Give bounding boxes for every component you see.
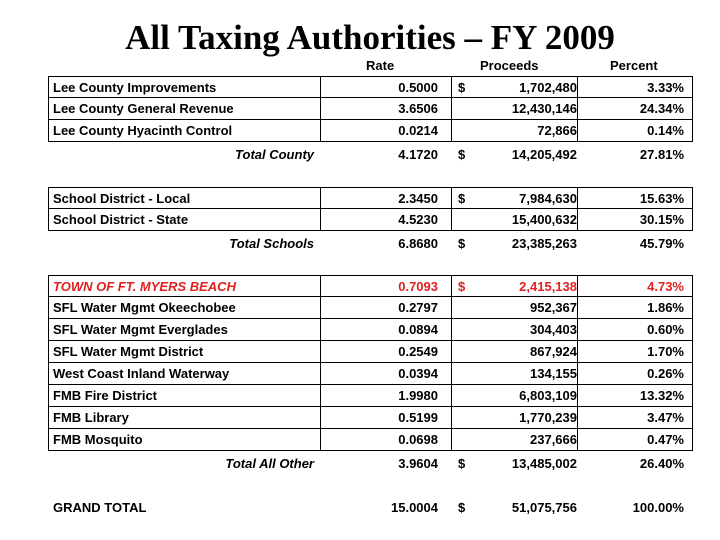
cell-border bbox=[692, 98, 693, 119]
total-label: Total County bbox=[235, 147, 314, 162]
total-rate: 6.8680 bbox=[398, 236, 438, 251]
table-row bbox=[48, 407, 693, 429]
table-row bbox=[48, 187, 693, 209]
cell-border bbox=[451, 341, 452, 362]
percent-value: 3.47% bbox=[647, 410, 684, 425]
total-rate: 4.1720 bbox=[398, 147, 438, 162]
cell-border bbox=[451, 276, 452, 296]
dollar-sign bbox=[458, 297, 470, 318]
table-row bbox=[48, 209, 693, 231]
cell-border bbox=[451, 188, 452, 208]
total-rate: 15.0004 bbox=[391, 500, 438, 515]
total-proceeds: 23,385,263 bbox=[511, 236, 577, 251]
cell-border bbox=[320, 188, 321, 208]
table-row bbox=[48, 319, 693, 341]
cell-border bbox=[451, 297, 452, 318]
percent-value: 0.47% bbox=[647, 432, 684, 447]
cell-border bbox=[451, 98, 452, 119]
proceeds-value: 237,666 bbox=[530, 432, 577, 447]
cell-border bbox=[451, 319, 452, 340]
authority-name: Lee County Hyacinth Control bbox=[53, 123, 233, 138]
cell-border bbox=[48, 297, 49, 318]
total-rate: 3.9604 bbox=[398, 456, 438, 471]
dollar-sign: $ bbox=[458, 147, 466, 162]
cell-border bbox=[320, 209, 321, 230]
proceeds-value: 72,866 bbox=[537, 123, 577, 138]
authority-name: TOWN OF FT. MYERS BEACH bbox=[53, 279, 236, 294]
table-row bbox=[48, 275, 693, 297]
cell-border bbox=[577, 77, 578, 97]
dollar-sign bbox=[458, 98, 470, 119]
authority-name: School District - Local bbox=[53, 191, 191, 206]
cell-border bbox=[48, 120, 49, 141]
schools-total-row bbox=[48, 233, 693, 255]
total-proceeds: 14,205,492 bbox=[511, 147, 577, 162]
authority-name: School District - State bbox=[53, 212, 189, 227]
table-row bbox=[48, 297, 693, 319]
table-row bbox=[48, 429, 693, 451]
cell-border bbox=[320, 341, 321, 362]
schools-table bbox=[48, 187, 693, 231]
cell-border bbox=[48, 319, 49, 340]
total-percent: 27.81% bbox=[639, 147, 684, 162]
proceeds-value: 134,155 bbox=[530, 366, 577, 381]
proceeds-value: 7,984,630 bbox=[519, 191, 577, 206]
cell-border bbox=[320, 319, 321, 340]
dollar-sign: $ bbox=[458, 236, 466, 251]
proceeds-value: 12,430,146 bbox=[511, 101, 577, 116]
table-row bbox=[48, 341, 693, 363]
cell-border bbox=[577, 188, 578, 208]
table-row bbox=[48, 76, 693, 98]
dollar-sign: $ bbox=[458, 500, 466, 515]
proceeds-value: 15,400,632 bbox=[511, 212, 577, 227]
cell-border bbox=[692, 363, 693, 384]
dollar-sign bbox=[458, 407, 470, 428]
proceeds-value: 6,803,109 bbox=[519, 388, 577, 403]
cell-border bbox=[451, 385, 452, 406]
proceeds-value: 952,367 bbox=[530, 300, 577, 315]
dollar-sign bbox=[458, 363, 470, 384]
grand-total-row bbox=[48, 497, 693, 519]
cell-border bbox=[577, 319, 578, 340]
cell-border bbox=[692, 276, 693, 296]
cell-border bbox=[692, 120, 693, 141]
cell-border bbox=[320, 98, 321, 119]
cell-border bbox=[48, 77, 49, 97]
cell-border bbox=[451, 120, 452, 141]
percent-value: 4.73% bbox=[647, 279, 684, 294]
authority-name: SFL Water Mgmt Everglades bbox=[53, 322, 228, 337]
authority-name: FMB Fire District bbox=[53, 388, 158, 403]
other-total-row bbox=[48, 453, 693, 475]
cell-border bbox=[577, 385, 578, 406]
rate-value: 0.0698 bbox=[398, 432, 438, 447]
rate-value: 0.5199 bbox=[398, 410, 438, 425]
header-proceeds: Proceeds bbox=[480, 58, 539, 73]
dollar-sign bbox=[458, 341, 470, 362]
total-label: Total All Other bbox=[225, 456, 314, 471]
rate-value: 3.6506 bbox=[398, 101, 438, 116]
total-percent: 100.00% bbox=[632, 500, 684, 515]
authority-name: FMB Mosquito bbox=[53, 432, 143, 447]
dollar-sign bbox=[458, 319, 470, 340]
percent-value: 0.26% bbox=[647, 366, 684, 381]
dollar-sign: $ bbox=[458, 456, 466, 471]
cell-border bbox=[451, 77, 452, 97]
cell-border bbox=[577, 297, 578, 318]
total-label: GRAND TOTAL bbox=[53, 500, 147, 515]
cell-border bbox=[48, 429, 49, 450]
cell-border bbox=[48, 209, 49, 230]
proceeds-value: 1,702,480 bbox=[519, 80, 577, 95]
rate-value: 1.9980 bbox=[398, 388, 438, 403]
percent-value: 1.70% bbox=[647, 344, 684, 359]
cell-border bbox=[577, 429, 578, 450]
cell-border bbox=[577, 407, 578, 428]
total-label: Total Schools bbox=[229, 236, 314, 251]
dollar-sign bbox=[458, 209, 470, 230]
authority-name: Lee County Improvements bbox=[53, 80, 217, 95]
rate-value: 4.5230 bbox=[398, 212, 438, 227]
dollar-sign: $ bbox=[458, 279, 466, 294]
county-total-row bbox=[48, 144, 693, 166]
cell-border bbox=[320, 276, 321, 296]
cell-border bbox=[320, 77, 321, 97]
rate-value: 0.5000 bbox=[398, 80, 438, 95]
dollar-sign: $ bbox=[458, 191, 466, 206]
cell-border bbox=[692, 297, 693, 318]
cell-border bbox=[48, 385, 49, 406]
proceeds-value: 2,415,138 bbox=[519, 279, 577, 294]
cell-border bbox=[692, 188, 693, 208]
authority-name: SFL Water Mgmt Okeechobee bbox=[53, 300, 236, 315]
total-percent: 45.79% bbox=[639, 236, 684, 251]
percent-value: 30.15% bbox=[639, 212, 684, 227]
rate-value: 0.0394 bbox=[398, 366, 438, 381]
rate-value: 0.2549 bbox=[398, 344, 438, 359]
cell-border bbox=[320, 297, 321, 318]
proceeds-value: 1,770,239 bbox=[519, 410, 577, 425]
dollar-sign bbox=[458, 385, 470, 406]
cell-border bbox=[577, 363, 578, 384]
total-proceeds: 13,485,002 bbox=[511, 456, 577, 471]
cell-border bbox=[692, 429, 693, 450]
proceeds-value: 867,924 bbox=[530, 344, 577, 359]
cell-border bbox=[320, 429, 321, 450]
cell-border bbox=[48, 363, 49, 384]
cell-border bbox=[577, 276, 578, 296]
cell-border bbox=[48, 276, 49, 296]
percent-value: 0.60% bbox=[647, 322, 684, 337]
rate-value: 0.0214 bbox=[398, 123, 438, 138]
other-table bbox=[48, 275, 693, 451]
cell-border bbox=[577, 209, 578, 230]
table-row bbox=[48, 363, 693, 385]
dollar-sign bbox=[458, 429, 470, 450]
header-percent: Percent bbox=[610, 58, 658, 73]
percent-value: 3.33% bbox=[647, 80, 684, 95]
cell-border bbox=[320, 363, 321, 384]
cell-border bbox=[692, 319, 693, 340]
cell-border bbox=[320, 120, 321, 141]
cell-border bbox=[577, 98, 578, 119]
total-proceeds: 51,075,756 bbox=[511, 500, 577, 515]
authority-name: Lee County General Revenue bbox=[53, 101, 234, 116]
cell-border bbox=[692, 385, 693, 406]
rate-value: 0.7093 bbox=[398, 279, 438, 294]
header-rate: Rate bbox=[366, 58, 395, 73]
cell-border bbox=[451, 407, 452, 428]
percent-value: 13.32% bbox=[639, 388, 684, 403]
rate-value: 0.0894 bbox=[398, 322, 438, 337]
dollar-sign: $ bbox=[458, 80, 466, 95]
cell-border bbox=[692, 407, 693, 428]
cell-border bbox=[692, 77, 693, 97]
table-row bbox=[48, 385, 693, 407]
cell-border bbox=[692, 341, 693, 362]
cell-border bbox=[48, 188, 49, 208]
cell-border bbox=[451, 429, 452, 450]
cell-border bbox=[451, 209, 452, 230]
cell-border bbox=[320, 385, 321, 406]
cell-border bbox=[48, 407, 49, 428]
rate-value: 0.2797 bbox=[398, 300, 438, 315]
cell-border bbox=[577, 341, 578, 362]
total-percent: 26.40% bbox=[639, 456, 684, 471]
rate-value: 2.3450 bbox=[398, 191, 438, 206]
percent-value: 0.14% bbox=[647, 123, 684, 138]
cell-border bbox=[692, 209, 693, 230]
percent-value: 1.86% bbox=[647, 300, 684, 315]
percent-value: 15.63% bbox=[639, 191, 684, 206]
authority-name: FMB Library bbox=[53, 410, 129, 425]
cell-border bbox=[577, 120, 578, 141]
dollar-sign bbox=[458, 120, 470, 141]
table-row bbox=[48, 98, 693, 120]
proceeds-value: 304,403 bbox=[530, 322, 577, 337]
cell-border bbox=[320, 407, 321, 428]
cell-border bbox=[48, 341, 49, 362]
authority-name: SFL Water Mgmt District bbox=[53, 344, 204, 359]
cell-border bbox=[451, 363, 452, 384]
percent-value: 24.34% bbox=[639, 101, 684, 116]
authority-name: West Coast Inland Waterway bbox=[53, 366, 230, 381]
table-row bbox=[48, 120, 693, 142]
county-table bbox=[48, 76, 693, 142]
cell-border bbox=[48, 98, 49, 119]
page-title: All Taxing Authorities – FY 2009 bbox=[125, 18, 615, 57]
